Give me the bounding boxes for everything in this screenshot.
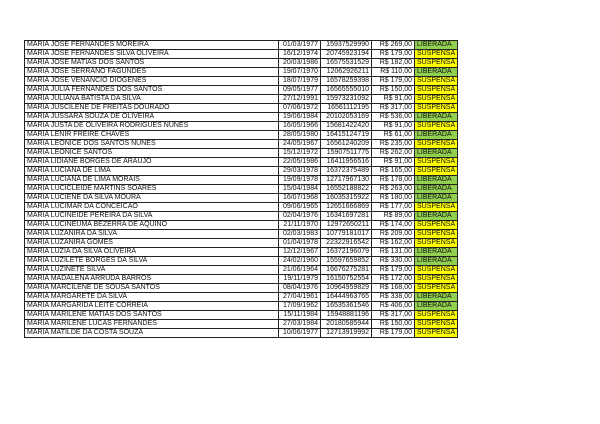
status-cell[interactable]: LIBERADA bbox=[415, 302, 458, 311]
status-cell[interactable]: SUSPENSA bbox=[415, 230, 458, 239]
birth-date-cell[interactable]: 15/11/1984 bbox=[279, 311, 321, 320]
name-cell[interactable]: MARIA MADALENA ARRUDA BARROS bbox=[25, 275, 279, 284]
phone-cell[interactable]: 15681422420 bbox=[321, 122, 372, 131]
phone-cell[interactable]: 16535361546 bbox=[321, 302, 372, 311]
table-row bbox=[25, 311, 458, 320]
spreadsheet-table bbox=[24, 40, 458, 338]
birth-date-cell[interactable]: 16/12/1974 bbox=[279, 50, 321, 59]
name-cell[interactable]: MARIA JOSE FERNANDES MOREIRA bbox=[25, 41, 279, 50]
name-cell[interactable]: MARIA LUZILETE BORGES DA SILVA bbox=[25, 257, 279, 266]
name-cell[interactable]: MARIA LUCICLEIDE MARTINS SOARES bbox=[25, 185, 279, 194]
status-cell[interactable]: LIBERADA bbox=[415, 293, 458, 302]
birth-date-cell[interactable]: 09/06/1965 bbox=[279, 203, 321, 212]
status-cell[interactable]: SUSPENSA bbox=[415, 329, 458, 338]
value-cell[interactable]: R$ 179,00 bbox=[372, 50, 415, 59]
name-cell[interactable]: MARIA LEONICE DOS SANTOS NUNES bbox=[25, 140, 279, 149]
table-row bbox=[25, 149, 458, 158]
birth-date-cell[interactable]: 24/05/1967 bbox=[279, 140, 321, 149]
name-cell[interactable]: MARIA JOSE SERRANO FAGUNDES bbox=[25, 68, 279, 77]
status-cell[interactable]: SUSPENSA bbox=[415, 167, 458, 176]
value-cell[interactable]: R$ 150,00 bbox=[372, 320, 415, 329]
status-cell[interactable]: SUSPENSA bbox=[415, 140, 458, 149]
name-cell[interactable]: MARIA JOSE FERNANDES SILVA OLIVEIRA bbox=[25, 50, 279, 59]
name-cell[interactable]: MARIA LUZINETE SILVA bbox=[25, 266, 279, 275]
status-cell[interactable]: SUSPENSA bbox=[415, 158, 458, 167]
birth-date-cell[interactable]: 17/09/1962 bbox=[279, 302, 321, 311]
value-cell[interactable]: R$ 269,00 bbox=[372, 41, 415, 50]
value-cell[interactable]: R$ 317,00 bbox=[372, 104, 415, 113]
birth-date-cell[interactable]: 19/06/1984 bbox=[279, 113, 321, 122]
birth-date-cell[interactable]: 24/02/1960 bbox=[279, 257, 321, 266]
birth-date-cell[interactable]: 02/03/1983 bbox=[279, 230, 321, 239]
birth-date-cell[interactable]: 09/05/1977 bbox=[279, 86, 321, 95]
value-cell[interactable]: R$ 406,00 bbox=[372, 302, 415, 311]
phone-cell[interactable]: 16561240209 bbox=[321, 140, 372, 149]
table-row bbox=[25, 194, 458, 203]
status-cell[interactable]: SUSPENSA bbox=[415, 104, 458, 113]
name-cell[interactable]: MARIA LUZANIRA DA SILVA bbox=[25, 230, 279, 239]
birth-date-cell[interactable]: 19/07/1970 bbox=[279, 68, 321, 77]
table-row bbox=[25, 86, 458, 95]
name-cell[interactable]: MARIA MARILENE LUCAS FERNANDES bbox=[25, 320, 279, 329]
value-cell[interactable]: R$ 262,00 bbox=[372, 149, 415, 158]
name-cell[interactable]: MARIA JULIA FERNANDES DOS SANTOS bbox=[25, 86, 279, 95]
birth-date-cell[interactable]: 15/12/1972 bbox=[279, 149, 321, 158]
birth-date-cell[interactable]: 07/06/1972 bbox=[279, 104, 321, 113]
name-cell[interactable]: MARIA MARILENE MATIAS DOS SANTOS bbox=[25, 311, 279, 320]
value-cell[interactable]: R$ 91,00 bbox=[372, 122, 415, 131]
value-cell[interactable]: R$ 338,00 bbox=[372, 293, 415, 302]
birth-date-cell[interactable]: 29/03/1978 bbox=[279, 167, 321, 176]
table-row bbox=[25, 131, 458, 140]
phone-cell[interactable]: 16561112195 bbox=[321, 104, 372, 113]
status-cell[interactable]: SUSPENSA bbox=[415, 50, 458, 59]
value-cell[interactable]: R$ 179,00 bbox=[372, 77, 415, 86]
phone-cell[interactable]: 12062926211 bbox=[321, 68, 372, 77]
status-cell[interactable]: LIBERADA bbox=[415, 185, 458, 194]
value-cell[interactable]: R$ 209,00 bbox=[372, 230, 415, 239]
status-cell[interactable]: SUSPENSA bbox=[415, 203, 458, 212]
table-row bbox=[25, 41, 458, 50]
name-cell[interactable]: MARIA JOSE VENANCIO DIOGENES bbox=[25, 77, 279, 86]
table-row bbox=[25, 122, 458, 131]
value-cell[interactable]: R$ 317,00 bbox=[372, 311, 415, 320]
table-row bbox=[25, 293, 458, 302]
table-row bbox=[25, 221, 458, 230]
value-cell[interactable]: R$ 162,00 bbox=[372, 239, 415, 248]
phone-cell[interactable]: 12972650211 bbox=[321, 221, 372, 230]
status-cell[interactable]: LIBERADA bbox=[415, 131, 458, 140]
status-cell[interactable]: SUSPENSA bbox=[415, 59, 458, 68]
status-cell[interactable]: SUSPENSA bbox=[415, 122, 458, 131]
phone-cell[interactable]: 15937529990 bbox=[321, 41, 372, 50]
name-cell[interactable]: MARIA LUCIMAR DA CONCEICAO bbox=[25, 203, 279, 212]
status-cell[interactable]: LIBERADA bbox=[415, 248, 458, 257]
table-row bbox=[25, 230, 458, 239]
status-cell[interactable]: SUSPENSA bbox=[415, 77, 458, 86]
name-cell[interactable]: MARIA MATILDE DA COSTA SOUZA bbox=[25, 329, 279, 338]
table-row bbox=[25, 212, 458, 221]
value-cell[interactable]: R$ 177,00 bbox=[372, 203, 415, 212]
table-row bbox=[25, 320, 458, 329]
birth-date-cell[interactable]: 16/05/1966 bbox=[279, 122, 321, 131]
table-row bbox=[25, 284, 458, 293]
phone-cell[interactable]: 16035315922 bbox=[321, 194, 372, 203]
value-cell[interactable]: R$ 150,00 bbox=[372, 86, 415, 95]
birth-date-cell[interactable]: 12/12/1967 bbox=[279, 248, 321, 257]
table-row bbox=[25, 68, 458, 77]
value-cell[interactable]: R$ 235,00 bbox=[372, 140, 415, 149]
name-cell[interactable]: MARIA LUCIANA DE LIMA MORAIS bbox=[25, 176, 279, 185]
status-cell[interactable]: LIBERADA bbox=[415, 257, 458, 266]
name-cell[interactable]: MARIA LUCIANA DE LIMA bbox=[25, 167, 279, 176]
value-cell[interactable]: R$ 89,00 bbox=[372, 212, 415, 221]
status-cell[interactable]: SUSPENSA bbox=[415, 266, 458, 275]
value-cell[interactable]: R$ 178,00 bbox=[372, 176, 415, 185]
status-cell[interactable]: LIBERADA bbox=[415, 149, 458, 158]
birth-date-cell[interactable]: 08/04/1976 bbox=[279, 284, 321, 293]
table-row bbox=[25, 248, 458, 257]
phone-cell[interactable]: 15907511775 bbox=[321, 149, 372, 158]
table-row bbox=[25, 50, 458, 59]
phone-cell[interactable]: 16372375489 bbox=[321, 167, 372, 176]
name-cell[interactable]: MARIA JUSTA DE OLIVEIRA RODRIGUES NUNES bbox=[25, 122, 279, 131]
table-row bbox=[25, 203, 458, 212]
birth-date-cell[interactable]: 27/03/1984 bbox=[279, 320, 321, 329]
phone-cell[interactable]: 20102053169 bbox=[321, 113, 372, 122]
table-row bbox=[25, 275, 458, 284]
name-cell[interactable]: MARIA LEONICE SANTOS bbox=[25, 149, 279, 158]
phone-cell[interactable]: 16415124719 bbox=[321, 131, 372, 140]
value-cell[interactable]: R$ 182,00 bbox=[372, 59, 415, 68]
birth-date-cell[interactable]: 19/11/1979 bbox=[279, 275, 321, 284]
phone-cell[interactable]: 16565555010 bbox=[321, 86, 372, 95]
value-cell[interactable]: R$ 172,00 bbox=[372, 275, 415, 284]
value-cell[interactable]: R$ 91,00 bbox=[372, 158, 415, 167]
table-row bbox=[25, 104, 458, 113]
birth-date-cell[interactable]: 16/07/1968 bbox=[279, 194, 321, 203]
status-cell[interactable]: LIBERADA bbox=[415, 176, 458, 185]
status-cell[interactable]: LIBERADA bbox=[415, 113, 458, 122]
status-cell[interactable]: SUSPENSA bbox=[415, 311, 458, 320]
value-cell[interactable]: R$ 330,00 bbox=[372, 257, 415, 266]
name-cell[interactable]: MARIA JUSCILENE DE FREITAS DOURADO bbox=[25, 104, 279, 113]
phone-cell[interactable]: 20180585944 bbox=[321, 320, 372, 329]
status-cell[interactable]: SUSPENSA bbox=[415, 86, 458, 95]
value-cell[interactable]: R$ 180,00 bbox=[372, 194, 415, 203]
table-row bbox=[25, 158, 458, 167]
birth-date-cell[interactable]: 01/04/1978 bbox=[279, 239, 321, 248]
value-cell[interactable]: R$ 179,00 bbox=[372, 329, 415, 338]
value-cell[interactable]: R$ 91,00 bbox=[372, 95, 415, 104]
status-cell[interactable]: LIBERADA bbox=[415, 194, 458, 203]
birth-date-cell[interactable]: 27/12/1991 bbox=[279, 95, 321, 104]
table-row bbox=[25, 302, 458, 311]
phone-cell[interactable]: 16578259398 bbox=[321, 77, 372, 86]
birth-date-cell[interactable]: 20/03/1986 bbox=[279, 59, 321, 68]
status-cell[interactable]: SUSPENSA bbox=[415, 221, 458, 230]
table-row bbox=[25, 257, 458, 266]
name-cell[interactable]: MARIA JULIANA BATISTA DA SILVA bbox=[25, 95, 279, 104]
birth-date-cell[interactable]: 01/03/1977 bbox=[279, 41, 321, 50]
value-cell[interactable]: R$ 131,00 bbox=[372, 248, 415, 257]
phone-cell[interactable]: 12651666869 bbox=[321, 203, 372, 212]
value-cell[interactable]: R$ 168,00 bbox=[372, 284, 415, 293]
status-cell[interactable]: SUSPENSA bbox=[415, 239, 458, 248]
name-cell[interactable]: MARIA MARGARIDA LEITE CORREIA bbox=[25, 302, 279, 311]
name-cell[interactable]: MARIA LUCINEIDE PEREIRA DA SILVA bbox=[25, 212, 279, 221]
birth-date-cell[interactable]: 21/06/1964 bbox=[279, 266, 321, 275]
table-row bbox=[25, 140, 458, 149]
name-cell[interactable]: MARIA LUCIENE DA SILVA MOURA bbox=[25, 194, 279, 203]
phone-cell[interactable]: 16341697281 bbox=[321, 212, 372, 221]
phone-cell[interactable]: 20745923194 bbox=[321, 50, 372, 59]
value-cell[interactable]: R$ 536,00 bbox=[372, 113, 415, 122]
phone-cell[interactable]: 12717967130 bbox=[321, 176, 372, 185]
name-cell[interactable]: MARIA JUSSARA SOUZA DE OLIVEIRA bbox=[25, 113, 279, 122]
phone-cell[interactable]: 16411956516 bbox=[321, 158, 372, 167]
table-row bbox=[25, 59, 458, 68]
phone-cell[interactable]: 16150752554 bbox=[321, 275, 372, 284]
birth-date-cell[interactable]: 02/04/1976 bbox=[279, 212, 321, 221]
birth-date-cell[interactable]: 27/04/1961 bbox=[279, 293, 321, 302]
name-cell[interactable]: MARIA MARGARETE DA SILVA bbox=[25, 293, 279, 302]
phone-cell[interactable]: 15597659852 bbox=[321, 257, 372, 266]
table-row bbox=[25, 95, 458, 104]
value-cell[interactable]: R$ 61,00 bbox=[372, 131, 415, 140]
phone-cell[interactable]: 10964959829 bbox=[321, 284, 372, 293]
phone-cell[interactable]: 15948881196 bbox=[321, 311, 372, 320]
birth-date-cell[interactable]: 10/06/1977 bbox=[279, 329, 321, 338]
spreadsheet-body bbox=[25, 41, 458, 338]
phone-cell[interactable]: 22322916542 bbox=[321, 239, 372, 248]
table-row bbox=[25, 185, 458, 194]
status-cell[interactable]: LIBERADA bbox=[415, 68, 458, 77]
phone-cell[interactable]: 16444963765 bbox=[321, 293, 372, 302]
phone-cell[interactable]: 10779181017 bbox=[321, 230, 372, 239]
name-cell[interactable]: MARIA LUZIA DA SILVA OLIVEIRA bbox=[25, 248, 279, 257]
status-cell[interactable]: SUSPENSA bbox=[415, 284, 458, 293]
name-cell[interactable]: MARIA LUCINEUMA BEZERRA DE AQUINO bbox=[25, 221, 279, 230]
name-cell[interactable]: MARIA LIDIANE BORGES DE ARAUJO bbox=[25, 158, 279, 167]
name-cell[interactable]: MARIA MARCILENE DE SOUSA SANTOS bbox=[25, 284, 279, 293]
birth-date-cell[interactable]: 22/05/1986 bbox=[279, 158, 321, 167]
table-row bbox=[25, 239, 458, 248]
name-cell[interactable]: MARIA LUZANIRA GOMES bbox=[25, 239, 279, 248]
value-cell[interactable]: R$ 165,00 bbox=[372, 167, 415, 176]
birth-date-cell[interactable]: 28/05/1980 bbox=[279, 131, 321, 140]
birth-date-cell[interactable]: 21/11/1970 bbox=[279, 221, 321, 230]
birth-date-cell[interactable]: 18/07/1979 bbox=[279, 77, 321, 86]
value-cell[interactable]: R$ 174,00 bbox=[372, 221, 415, 230]
value-cell[interactable]: R$ 110,00 bbox=[372, 68, 415, 77]
value-cell[interactable]: R$ 263,00 bbox=[372, 185, 415, 194]
status-cell[interactable]: SUSPENSA bbox=[415, 95, 458, 104]
value-cell[interactable]: R$ 179,00 bbox=[372, 266, 415, 275]
birth-date-cell[interactable]: 19/09/1978 bbox=[279, 176, 321, 185]
phone-cell[interactable]: 15973231092 bbox=[321, 95, 372, 104]
table-row bbox=[25, 113, 458, 122]
status-cell[interactable]: LIBERADA bbox=[415, 41, 458, 50]
table-row bbox=[25, 77, 458, 86]
name-cell[interactable]: MARIA LENIR FREIRE CHAVES bbox=[25, 131, 279, 140]
table-row bbox=[25, 167, 458, 176]
status-cell[interactable]: SUSPENSA bbox=[415, 320, 458, 329]
table-row bbox=[25, 176, 458, 185]
table-row bbox=[25, 329, 458, 338]
phone-cell[interactable]: 16372196079 bbox=[321, 248, 372, 257]
status-cell[interactable]: LIBERADA bbox=[415, 212, 458, 221]
birth-date-cell[interactable]: 15/04/1984 bbox=[279, 185, 321, 194]
phone-cell[interactable]: 16575531529 bbox=[321, 59, 372, 68]
name-cell[interactable]: MARIA JOSE MATIAS DOS SANTOS bbox=[25, 59, 279, 68]
table-row bbox=[25, 266, 458, 275]
phone-cell[interactable]: 12713919992 bbox=[321, 329, 372, 338]
phone-cell[interactable]: 16552188822 bbox=[321, 185, 372, 194]
phone-cell[interactable]: 16676275281 bbox=[321, 266, 372, 275]
status-cell[interactable]: SUSPENSA bbox=[415, 275, 458, 284]
